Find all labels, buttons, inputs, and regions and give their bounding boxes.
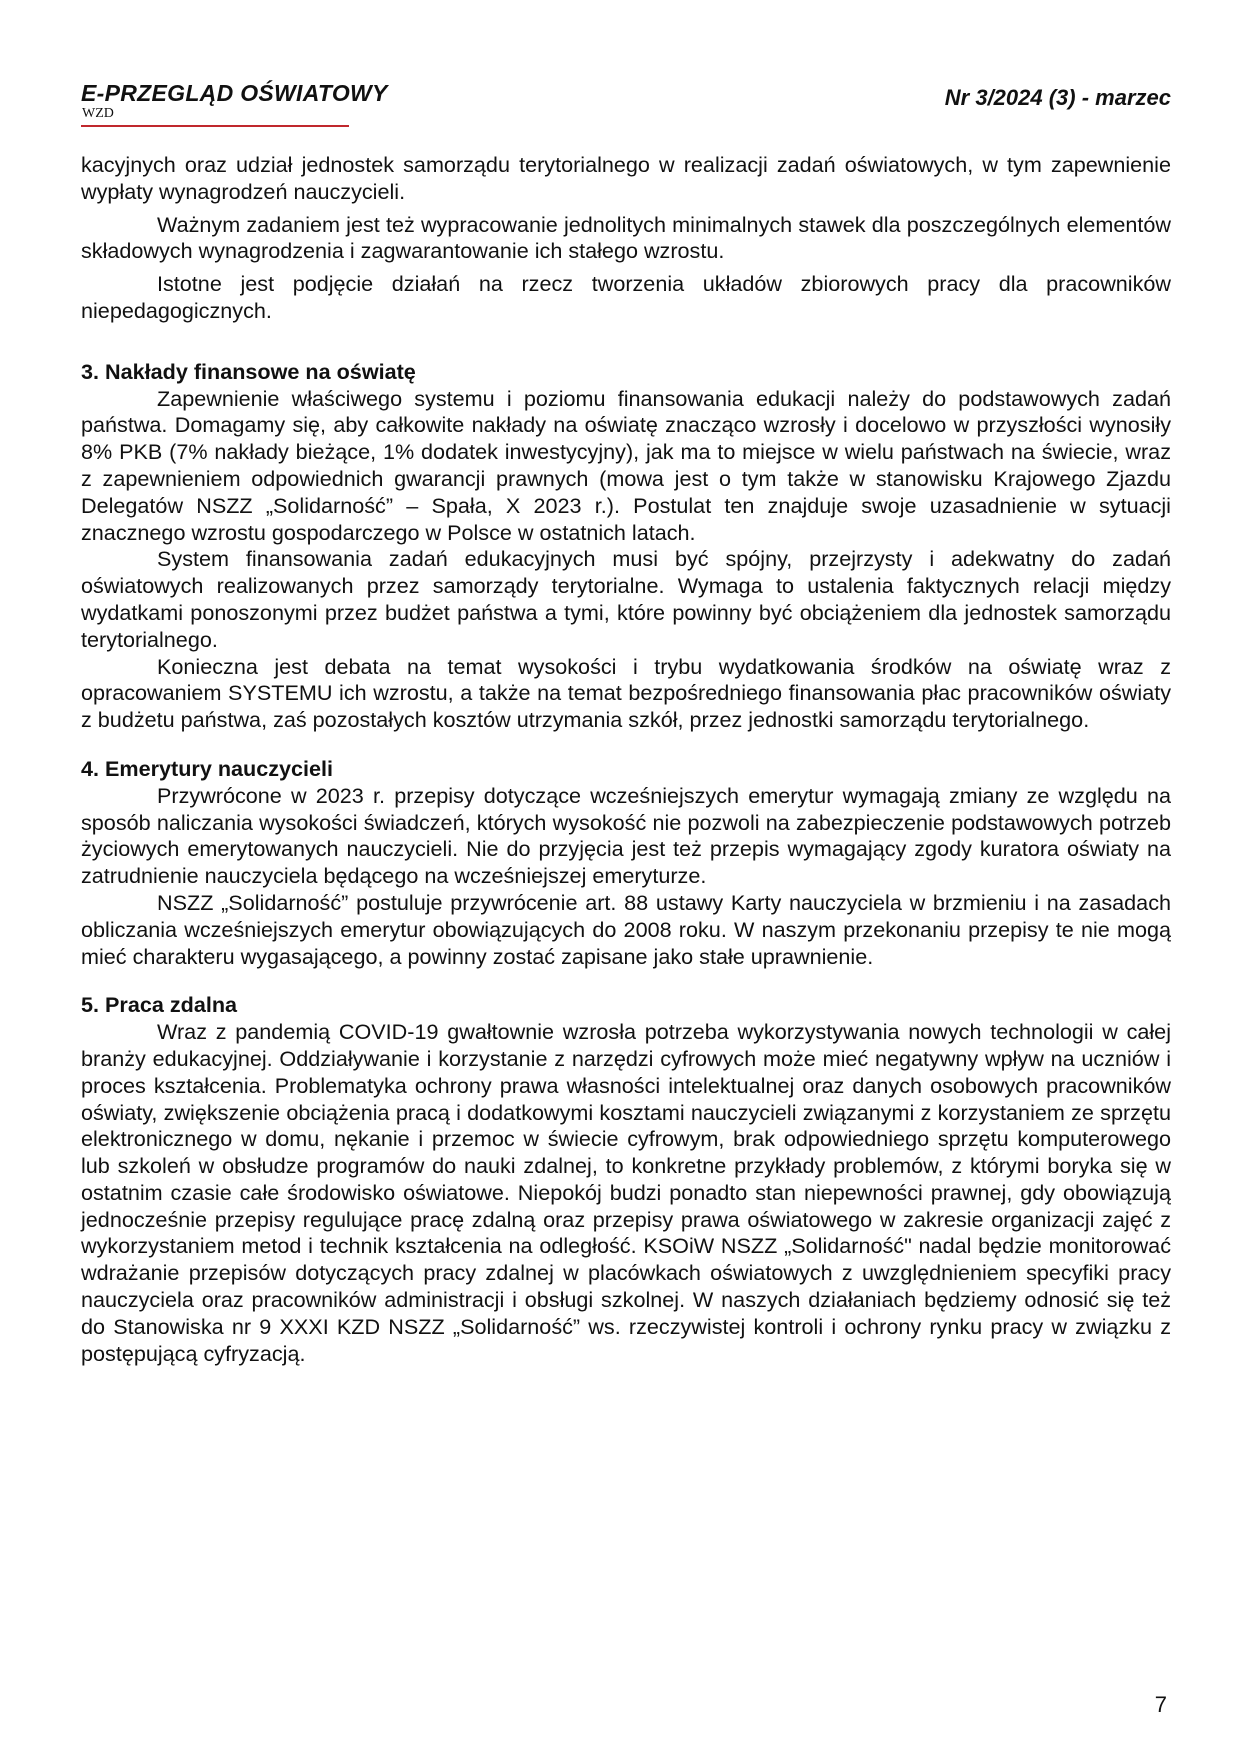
intro-paragraph-2: Ważnym zadaniem jest też wypracowanie jednolitych minimalnych stawek dla poszczególnych elementów składowych wynagrodzenia i zagwarantowanie ich stałego wzrostu. [81, 211, 1171, 264]
journal-subtitle: WZD [82, 106, 114, 121]
page-number: 7 [1154, 1692, 1167, 1717]
page-header [81, 80, 1171, 130]
section-5-paragraph-1: Wraz z pandemią COVID-19 gwałtownie wzrosła potrzeba wykorzystywania nowych technologii w całej branży edukacyjnej. Oddziaływanie i korzystanie z narzędzi cyfrowych może mieć negatywny wpływ na uczniów i proces kształcenia. Problematyka ochrony prawa własności intelektualnej oraz danych osobowych pracowników oświaty, zwiększenie obciążenia pracą i dodatkowymi kosztami nauczycieli związanymi z korzystaniem ze sprzętu elektronicznego w domu, nękanie i przemoc w świecie cyfrowym, brak odpowiedniego sprzętu komputerowego lub szkoleń w obsłudze programów do nauki zdalnej, to konkretne przykłady problemów, z którymi boryka się w ostatnim czasie całe środowisko oświatowe. Niepokój budzi ponadto stan niepewności prawnej, gdy obowiązują jednocześnie przepisy regulujące pracę zdalną oraz przepisy prawa oświatowego w zakresie organizacji zajęć z wykorzystaniem metod i technik kształcenia na odległość. KSOiW NSZZ „Solidarność" nadal będzie monitorować wdrażanie przepisów dotyczących pracy zdalnej w placówkach oświatowych z uwzględnieniem specyfiki pracy nauczyciela oraz pracowników administracji i obsługi szkolnej. W naszych działaniach będziemy odnosić się też do Stanowiska nr 9 XXXI KZD NSZZ „Solidarność” ws. rzeczywistej kontroli i ochrony rynku pracy w związku z postępującą cyfryzacją. [81, 1019, 1171, 1366]
section-3-paragraph-3: Konieczna jest debata na temat wysokości i trybu wydatkowania środków na oświatę wraz z opracowaniem SYSTEMU ich wzrostu, a także na temat bezpośredniego finansowania płac pracowników oświaty z budżetu państwa, zaś pozostałych kosztów utrzymania szkół, przez jednostki samorządu terytorialnego. [81, 653, 1171, 733]
section-3-paragraph-2: System finansowania zadań edukacyjnych musi być spójny, przejrzysty i adekwatny do zadań oświatowych realizowanych przez samorządy terytorialne. Wymaga to ustalenia faktycznych relacji między wydatkami ponoszonymi przez budżet państwa a tymi, które powinny być obciążeniem dla jednostek samorządu terytorialnego. [81, 546, 1171, 652]
section-3-paragraph-1: Zapewnienie właściwego systemu i poziomu finansowania edukacji należy do podstawowych zadań państwa. Domagamy się, aby całkowite nakłady na oświatę znacząco wzrosły i docelowo w przyszłości wynosiły 8% PKB (7% nakłady bieżące, 1% dodatek inwestycyjny), jak ma to miejsce w wielu państwach na świecie, wraz z zapewnieniem odpowiednich gwarancji prawnych (mowa jest o tym także w stanowisku Krajowego Zjazdu Delegatów NSZZ „Solidarność” – Spała, X 2023 r.). Postulat ten znajduje swoje uzasadnienie w sytuacji znacznego wzrostu gospodarczego w Polsce w ostatnich latach. [81, 385, 1171, 545]
article-body [81, 152, 1171, 1367]
section-4-heading: 4. Emerytury nauczycieli [81, 755, 334, 781]
intro-paragraph-1: kacyjnych oraz udział jednostek samorządu terytorialnego w realizacji zadań oświatowych, w tym zapewnienie wypłaty wynagrodzeń nauczycieli. [81, 152, 1171, 204]
journal-title: E-PRZEGLĄD OŚWIATOWY [81, 80, 388, 106]
issue-info: Nr 3/2024 (3) - marzec [944, 85, 1171, 110]
section-4-paragraph-1: Przywrócone w 2023 r. przepisy dotyczące wcześniejszych emerytur wymagają zmiany ze względu na sposób naliczania wysokości świadczeń, których wysokość nie pozwoli na zabezpieczenie podstawowych potrzeb życiowych emerytowanych nauczycieli. Nie do przyjęcia jest też przepis wymagający zgody kuratora oświaty na zatrudnienie nauczyciela będącego na wcześniejszej emeryturze. [81, 782, 1171, 889]
header-rule [81, 125, 349, 127]
section-4-paragraph-2: NSZZ „Solidarność” postuluje przywrócenie art. 88 ustawy Karty nauczyciela w brzmieniu i na zasadach obliczania wcześniejszych emerytur obowiązujących do 2008 roku. W naszym przekonaniu przepisy te nie mogą mieć charakteru wygasającego, a powinny zostać zapisane jako stałe uprawnienie. [81, 889, 1171, 969]
intro-paragraph-3: Istotne jest podjęcie działań na rzecz tworzenia układów zbiorowych pracy dla pracowników niepedagogicznych. [81, 271, 1171, 323]
section-3-heading: 3. Nakłady finansowe na oświatę [81, 358, 416, 384]
section-5-heading: 5. Praca zdalna [81, 992, 238, 1018]
